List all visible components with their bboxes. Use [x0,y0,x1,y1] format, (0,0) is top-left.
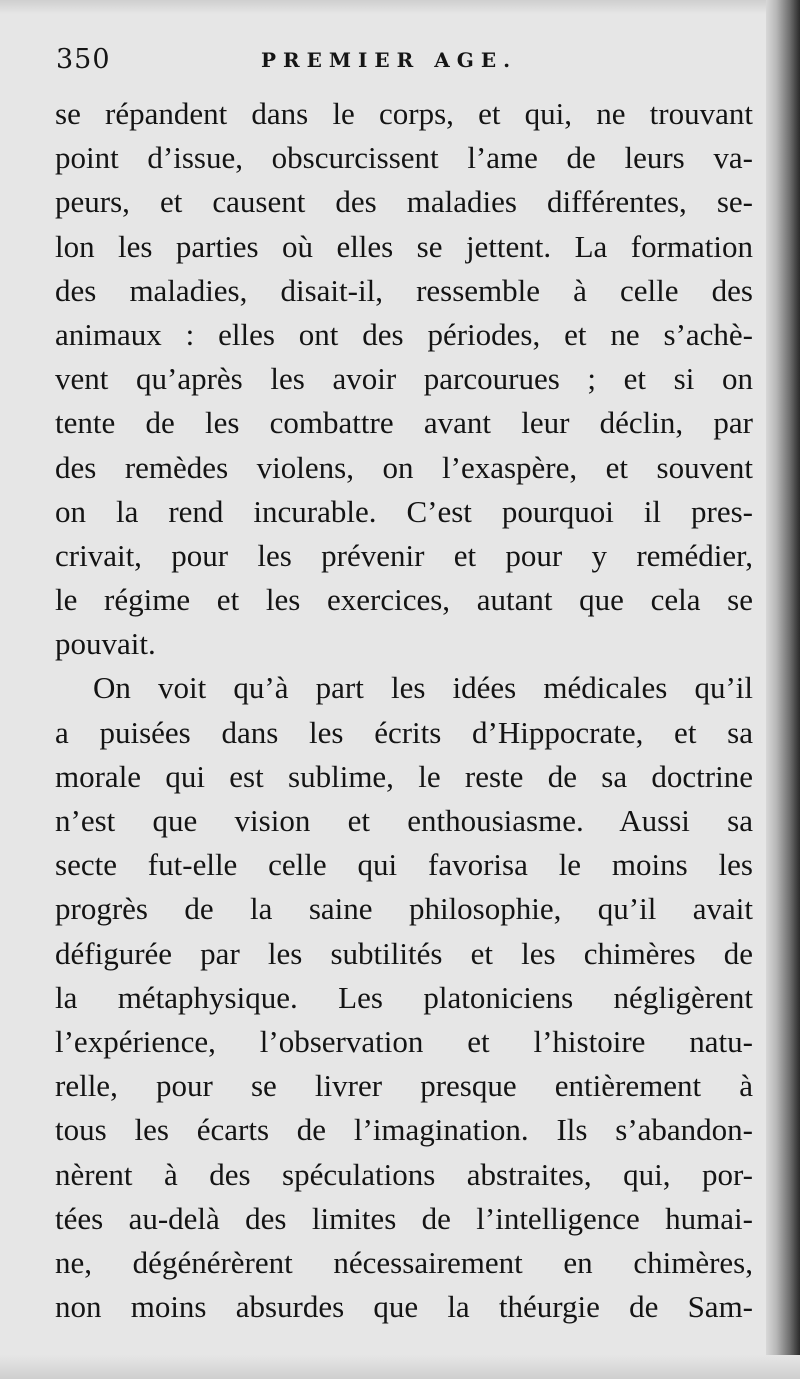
text-line: tées au-delà des limites de l’intelligence humai- [55,1200,753,1236]
text-line: relle, pour se livrer presque entièrement à [55,1068,753,1104]
text-line: lon les parties où elles se jettent. La formation [55,228,753,264]
text-line: non moins absurdes que la théurgie de Sam- [55,1289,753,1325]
text-line: morale qui est sublime, le reste de sa doctrine [55,758,753,794]
text-line: des remèdes violens, on l’exaspère, et souvent [55,449,753,485]
text-line: la métaphysique. Les platoniciens négligèrent [55,979,753,1015]
text-line: ne, dégénérèrent nécessairement en chimères, [55,1244,753,1280]
text-line: le régime et les exercices, autant que cela se [55,582,753,618]
body-text [55,92,753,1329]
page-number: 350 [56,44,111,75]
text-line: tous les écarts de l’imagination. Ils s’abandon- [55,1112,753,1148]
text-line: tente de les combattre avant leur déclin, par [55,405,753,441]
running-head: PREMIER AGE. [261,48,518,72]
text-line: nèrent à des spéculations abstraites, qui, por- [55,1156,753,1192]
text-line: des maladies, disait-il, ressemble à celle des [55,272,753,308]
text-line: a puisées dans les écrits d’Hippocrate, et sa [55,714,753,750]
page-spine-shadow [766,0,800,1379]
text-line: l’expérience, l’observation et l’histoire natu- [55,1023,753,1059]
text-line: peurs, et causent des maladies différentes, se- [55,184,753,220]
text-line: défigurée par les subtilités et les chimères de [55,935,753,971]
text-line: point d’issue, obscurcissent l’ame de leurs va- [55,140,753,176]
text-line: crivait, pour les prévenir et pour y remédier, [55,537,753,573]
paragraph-end-line: pouvait. [55,626,156,662]
text-line: vent qu’après les avoir parcourues ; et si on [55,361,753,397]
paragraph-start-line: On voit qu’à part les idées médicales qu’il [93,670,753,706]
text-line: se répandent dans le corps, et qui, ne trouvant [55,96,753,131]
text-line: animaux : elles ont des périodes, et ne s’achè- [55,316,753,352]
text-line: secte fut-elle celle qui favorisa le moins les [55,847,753,883]
text-line: on la rend incurable. C’est pourquoi il pres- [55,493,753,529]
text-line: progrès de la saine philosophie, qu’il avait [55,891,753,927]
page-top-edge [0,0,800,14]
page-bottom-edge [0,1355,800,1379]
page-header [56,44,756,80]
text-line: n’est que vision et enthousiasme. Aussi sa [55,803,753,838]
